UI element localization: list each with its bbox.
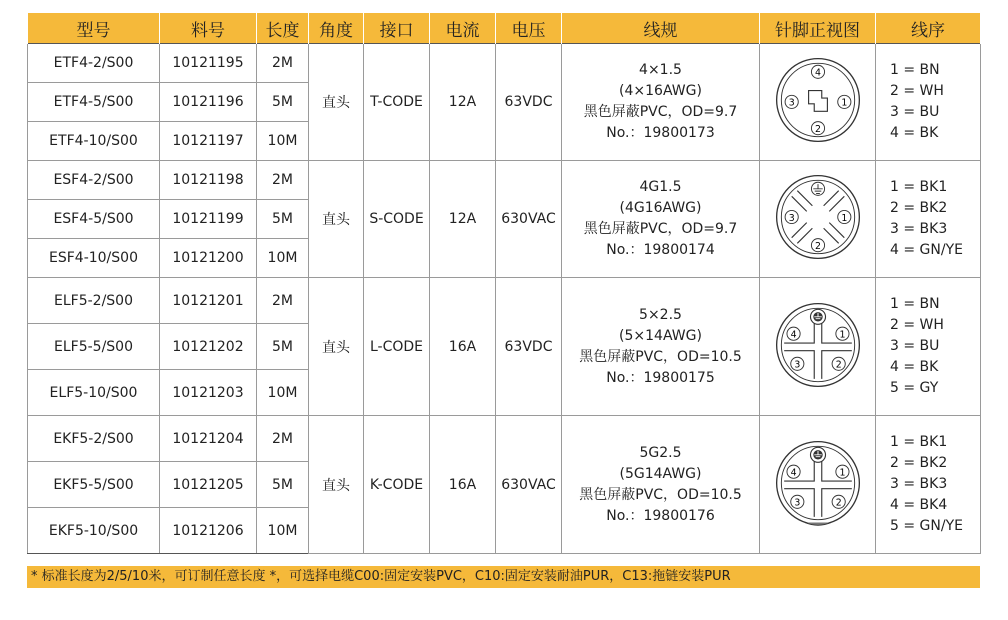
footnote: * 标准长度为2/5/10米，可订制任意长度 *，可选择电缆C00:固定安装PVC，C10:固定安装耐油PUR，C13:拖链安装PUR <box>27 566 980 588</box>
header-wire: 线规 <box>562 13 760 44</box>
part-cell: 10121206 <box>160 508 257 554</box>
wire-line: 黑色屏蔽PVC，OD=9.7 <box>583 221 738 237</box>
length-cell: 5M <box>257 462 309 508</box>
part-cell: 10121198 <box>160 161 257 200</box>
voltage-cell: 63VDC <box>496 278 562 416</box>
interface-cell: S-CODE <box>364 161 430 278</box>
current-cell: 16A <box>430 416 496 554</box>
pin-label: 3 <box>788 212 795 224</box>
wire-line: (5G14AWG) <box>619 465 702 482</box>
pin-order-item: 3 = BK3 <box>890 221 948 237</box>
length-cell: 10M <box>257 122 309 161</box>
interface-cell: T-CODE <box>364 44 430 161</box>
wire-line: 5×2.5 <box>639 306 682 323</box>
pin-label: 4 <box>814 67 821 79</box>
pin-label: 3 <box>788 97 795 109</box>
pin-order-item: 2 = WH <box>890 83 944 99</box>
header-pin-order: 线序 <box>876 13 981 44</box>
header-current: 电流 <box>430 13 496 44</box>
pin-diagram-cell <box>760 416 876 554</box>
model-cell: ETF4-10/S00 <box>28 122 160 161</box>
wire-spec-cell <box>562 44 760 161</box>
wire-line: No.：19800174 <box>606 242 715 258</box>
wire-spec-cell <box>562 416 760 554</box>
s-code-pin-diagram <box>771 170 865 264</box>
length-cell: 10M <box>257 239 309 278</box>
pin-label: 3 <box>793 497 800 509</box>
interface-cell: L-CODE <box>364 278 430 416</box>
wire-spec-cell <box>562 161 760 278</box>
pin-order-item: 3 = BK3 <box>890 476 948 492</box>
pin-order-item: 2 = WH <box>890 317 944 333</box>
header-voltage: 电压 <box>496 13 562 44</box>
pin-order-item: 4 = BK <box>890 125 939 141</box>
length-cell: 5M <box>257 324 309 370</box>
pin-order-item: 4 = BK4 <box>890 497 948 513</box>
part-cell: 10121202 <box>160 324 257 370</box>
header-part: 料号 <box>160 13 257 44</box>
wire-line: (4×16AWG) <box>619 83 702 99</box>
pin-order-item: 4 = GN/YE <box>890 242 963 258</box>
angle-cell: 直头 <box>309 44 364 161</box>
length-cell: 2M <box>257 44 309 83</box>
t-code-pin-diagram <box>771 53 865 147</box>
length-cell: 10M <box>257 370 309 416</box>
pin-order-cell <box>876 161 981 278</box>
table-row <box>28 278 981 324</box>
header-interface: 接口 <box>364 13 430 44</box>
spec-table <box>27 13 981 554</box>
part-cell: 10121195 <box>160 44 257 83</box>
pin-order-item: 2 = BK2 <box>890 455 948 471</box>
length-cell: 10M <box>257 508 309 554</box>
part-cell: 10121203 <box>160 370 257 416</box>
wire-line: 4×1.5 <box>639 62 682 78</box>
wire-line: No.：19800175 <box>606 369 715 386</box>
length-cell: 2M <box>257 416 309 462</box>
pin-order-item: 3 = BU <box>890 338 940 354</box>
pin-label: 4 <box>790 328 797 340</box>
model-cell: EKF5-2/S00 <box>28 416 160 462</box>
wire-line: (5×14AWG) <box>619 327 702 344</box>
pin-label: 2 <box>835 497 842 509</box>
interface-cell: K-CODE <box>364 416 430 554</box>
model-cell: ESF4-10/S00 <box>28 239 160 278</box>
table-row <box>28 416 981 462</box>
header-angle: 角度 <box>309 13 364 44</box>
model-cell: ETF4-5/S00 <box>28 83 160 122</box>
current-cell: 12A <box>430 44 496 161</box>
wire-line: 5G2.5 <box>639 444 682 461</box>
wire-line: No.：19800173 <box>606 125 715 141</box>
wire-line: 黑色屏蔽PVC，OD=9.7 <box>583 104 738 120</box>
pin-order-item: 3 = BU <box>890 104 940 120</box>
pin-label: 2 <box>814 240 821 252</box>
wire-line: 黑色屏蔽PVC，OD=10.5 <box>579 486 742 503</box>
model-cell: ESF4-5/S00 <box>28 200 160 239</box>
wire-line: 黑色屏蔽PVC，OD=10.5 <box>579 348 742 365</box>
pin-label: 1 <box>840 97 847 109</box>
pin-diagram-cell <box>760 161 876 278</box>
table-row <box>28 161 981 200</box>
pin-order-item: 1 = BK1 <box>890 434 948 450</box>
pin-label: 4 <box>790 466 797 478</box>
model-cell: EKF5-5/S00 <box>28 462 160 508</box>
current-cell: 16A <box>430 278 496 416</box>
part-cell: 10121201 <box>160 278 257 324</box>
header-pin-view: 针脚正视图 <box>760 13 876 44</box>
wire-line: No.：19800176 <box>606 507 715 524</box>
angle-cell: 直头 <box>309 161 364 278</box>
pin-order-item: 1 = BN <box>890 62 940 78</box>
pin-label: 1 <box>840 212 847 224</box>
part-cell: 10121199 <box>160 200 257 239</box>
header-row <box>28 13 981 44</box>
part-cell: 10121196 <box>160 83 257 122</box>
wire-line: (4G16AWG) <box>619 200 702 216</box>
length-cell: 2M <box>257 161 309 200</box>
pin-order-item: 1 = BK1 <box>890 179 948 195</box>
wire-spec-cell <box>562 278 760 416</box>
wire-line: 4G1.5 <box>639 179 682 195</box>
model-cell: ELF5-2/S00 <box>28 278 160 324</box>
model-cell: ETF4-2/S00 <box>28 44 160 83</box>
voltage-cell: 630VAC <box>496 416 562 554</box>
model-cell: EKF5-10/S00 <box>28 508 160 554</box>
model-cell: ELF5-10/S00 <box>28 370 160 416</box>
pin-order-cell <box>876 278 981 416</box>
part-cell: 10121197 <box>160 122 257 161</box>
pin-diagram-cell <box>760 278 876 416</box>
length-cell: 5M <box>257 200 309 239</box>
k-code-pin-diagram <box>771 436 865 530</box>
l-code-pin-diagram <box>771 298 865 392</box>
pin-label: 2 <box>835 359 842 371</box>
pin-order-item: 4 = BK <box>890 359 939 375</box>
voltage-cell: 63VDC <box>496 44 562 161</box>
header-length: 长度 <box>257 13 309 44</box>
pin-order-item: 2 = BK2 <box>890 200 948 216</box>
header-model: 型号 <box>28 13 160 44</box>
model-cell: ELF5-5/S00 <box>28 324 160 370</box>
current-cell: 12A <box>430 161 496 278</box>
part-cell: 10121205 <box>160 462 257 508</box>
length-cell: 5M <box>257 83 309 122</box>
part-cell: 10121204 <box>160 416 257 462</box>
pin-order-item: 5 = GN/YE <box>890 518 963 534</box>
pin-order-item: 1 = BN <box>890 296 940 312</box>
part-cell: 10121200 <box>160 239 257 278</box>
pin-order-cell <box>876 44 981 161</box>
model-cell: ESF4-2/S00 <box>28 161 160 200</box>
length-cell: 2M <box>257 278 309 324</box>
angle-cell: 直头 <box>309 278 364 416</box>
angle-cell: 直头 <box>309 416 364 554</box>
table-row <box>28 44 981 83</box>
pin-order-cell <box>876 416 981 554</box>
pin-label: 1 <box>838 328 845 340</box>
pin-label: 3 <box>793 359 800 371</box>
pin-diagram-cell <box>760 44 876 161</box>
pin-order-item: 5 = GY <box>890 380 939 396</box>
voltage-cell: 630VAC <box>496 161 562 278</box>
pin-label: 1 <box>838 466 845 478</box>
pin-label: 2 <box>814 123 821 135</box>
